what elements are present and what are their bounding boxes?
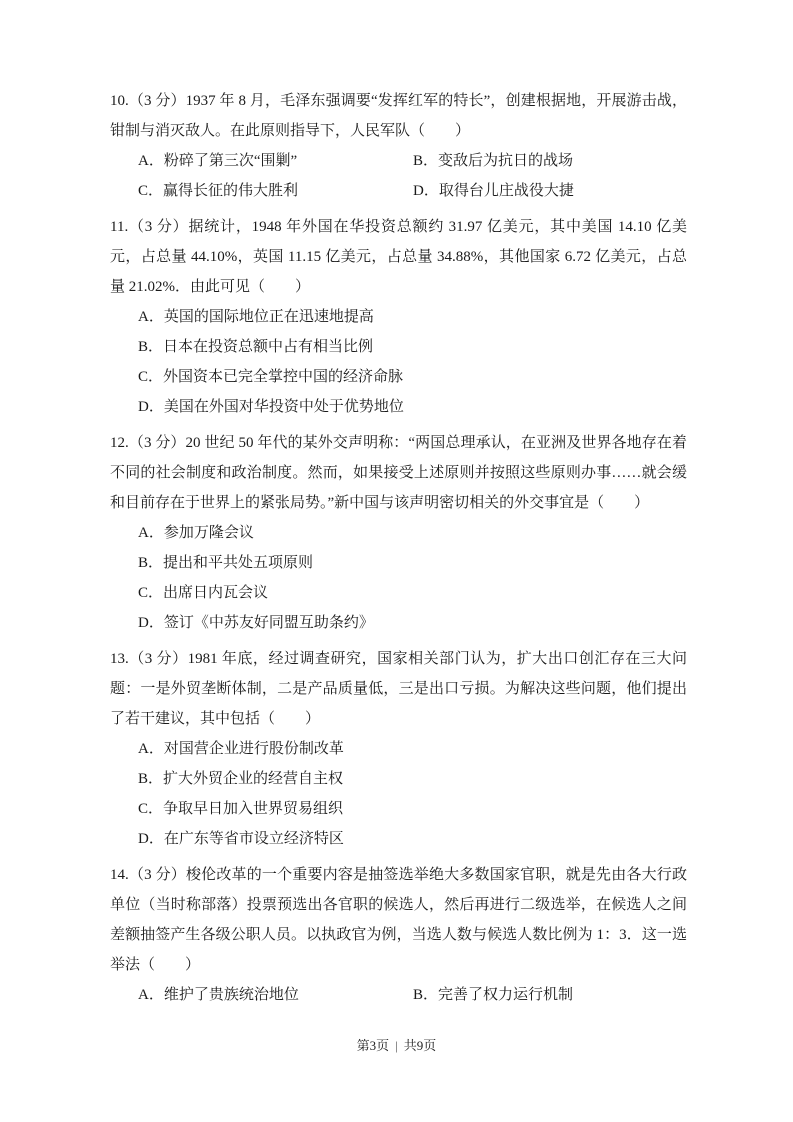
total-pages: 共9页	[403, 1038, 437, 1053]
option-c: C．出席日内瓦会议	[138, 585, 269, 601]
question-number: 14.（3 分）	[110, 867, 186, 883]
question-text: 据统计，1948 年外国在华投资总额约 31.97 亿美元，其中美国 14.10 亿美元，占总量 44.10%，英国 11.15 亿美元，占总量 34.88%，其他国家 6.72 亿美元，占总量 21.02%．由此可见（ ）	[110, 219, 687, 295]
question-text: 梭伦改革的一个重要内容是抽签选举绝大多数国家官职，就是先由各大行政单位（当时称部落）投票预选出各官职的候选人，然后再进行二级选举，在候选人之间差额抽签产生各级公职人员。以执政官为例，当选人数与候选人数比例为 1：3．这一选举法（ ）	[110, 867, 687, 973]
option-a: A．维护了贵族统治地位	[138, 987, 299, 1003]
question-stem	[110, 860, 687, 980]
options-group	[110, 734, 687, 854]
option-d: D．美国在外国对华投资中处于优势地位	[138, 399, 404, 415]
question-number: 11.（3 分）	[110, 219, 189, 235]
options-group	[110, 518, 687, 638]
page-number: 第3页	[356, 1038, 390, 1053]
question-number: 10.（3 分）	[110, 93, 186, 109]
question-10	[110, 86, 687, 206]
option-c: C．赢得长征的伟大胜利	[138, 183, 299, 199]
option-b: B．提出和平共处五项原则	[138, 555, 314, 571]
option-c: C．外国资本已完全掌控中国的经济命脉	[138, 369, 404, 385]
option-b: B．变敌后为抗日的战场	[413, 153, 574, 169]
option-a: A．粉碎了第三次“围剿”	[138, 153, 298, 169]
option-a: A．对国营企业进行股份制改革	[138, 741, 344, 757]
question-11	[110, 212, 687, 422]
options-group	[110, 302, 687, 422]
question-text: 20 世纪 50 年代的某外交声明称：“两国总理承认，在亚洲及世界各地存在着不同的社会制度和政治制度。然而，如果接受上述原则并按照这些原则办事……就会缓和目前存在于世界上的紧张局势。”新中国与该声明密切相关的外交事宜是（ ）	[110, 435, 687, 511]
question-stem	[110, 428, 687, 518]
page-footer	[0, 1035, 793, 1054]
question-number: 13.（3 分）	[110, 651, 188, 667]
option-d: D．签订《中苏友好同盟互助条约》	[138, 615, 374, 631]
question-stem	[110, 86, 687, 146]
option-b: B．完善了权力运行机制	[413, 987, 574, 1003]
footer-separator: |	[395, 1038, 398, 1053]
options-group	[110, 146, 687, 206]
option-c: C．争取早日加入世界贸易组织	[138, 801, 344, 817]
option-d: D．在广东等省市设立经济特区	[138, 831, 344, 847]
question-stem	[110, 212, 687, 302]
question-stem	[110, 644, 687, 734]
option-b: B．日本在投资总额中占有相当比例	[138, 339, 374, 355]
question-text: 1981 年底，经过调查研究，国家相关部门认为，扩大出口创汇存在三大问题：一是外贸垄断体制，二是产品质量低，三是出口亏损。为解决这些问题，他们提出了若干建议，其中包括（ ）	[110, 651, 687, 727]
question-number: 12.（3 分）	[110, 435, 186, 451]
option-a: A．英国的国际地位正在迅速地提高	[138, 309, 374, 325]
question-list	[110, 86, 687, 1016]
option-d: D．取得台儿庄战役大捷	[413, 183, 574, 199]
question-12	[110, 428, 687, 638]
question-13	[110, 644, 687, 854]
question-14	[110, 860, 687, 1010]
options-group	[110, 980, 687, 1010]
question-text: 1937 年 8 月，毛泽东强调要“发挥红军的特长”，创建根据地，开展游击战，钳制与消灭敌人。在此原则指导下，人民军队（ ）	[110, 93, 687, 139]
option-a: A．参加万隆会议	[138, 525, 254, 541]
option-b: B．扩大外贸企业的经营自主权	[138, 771, 344, 787]
